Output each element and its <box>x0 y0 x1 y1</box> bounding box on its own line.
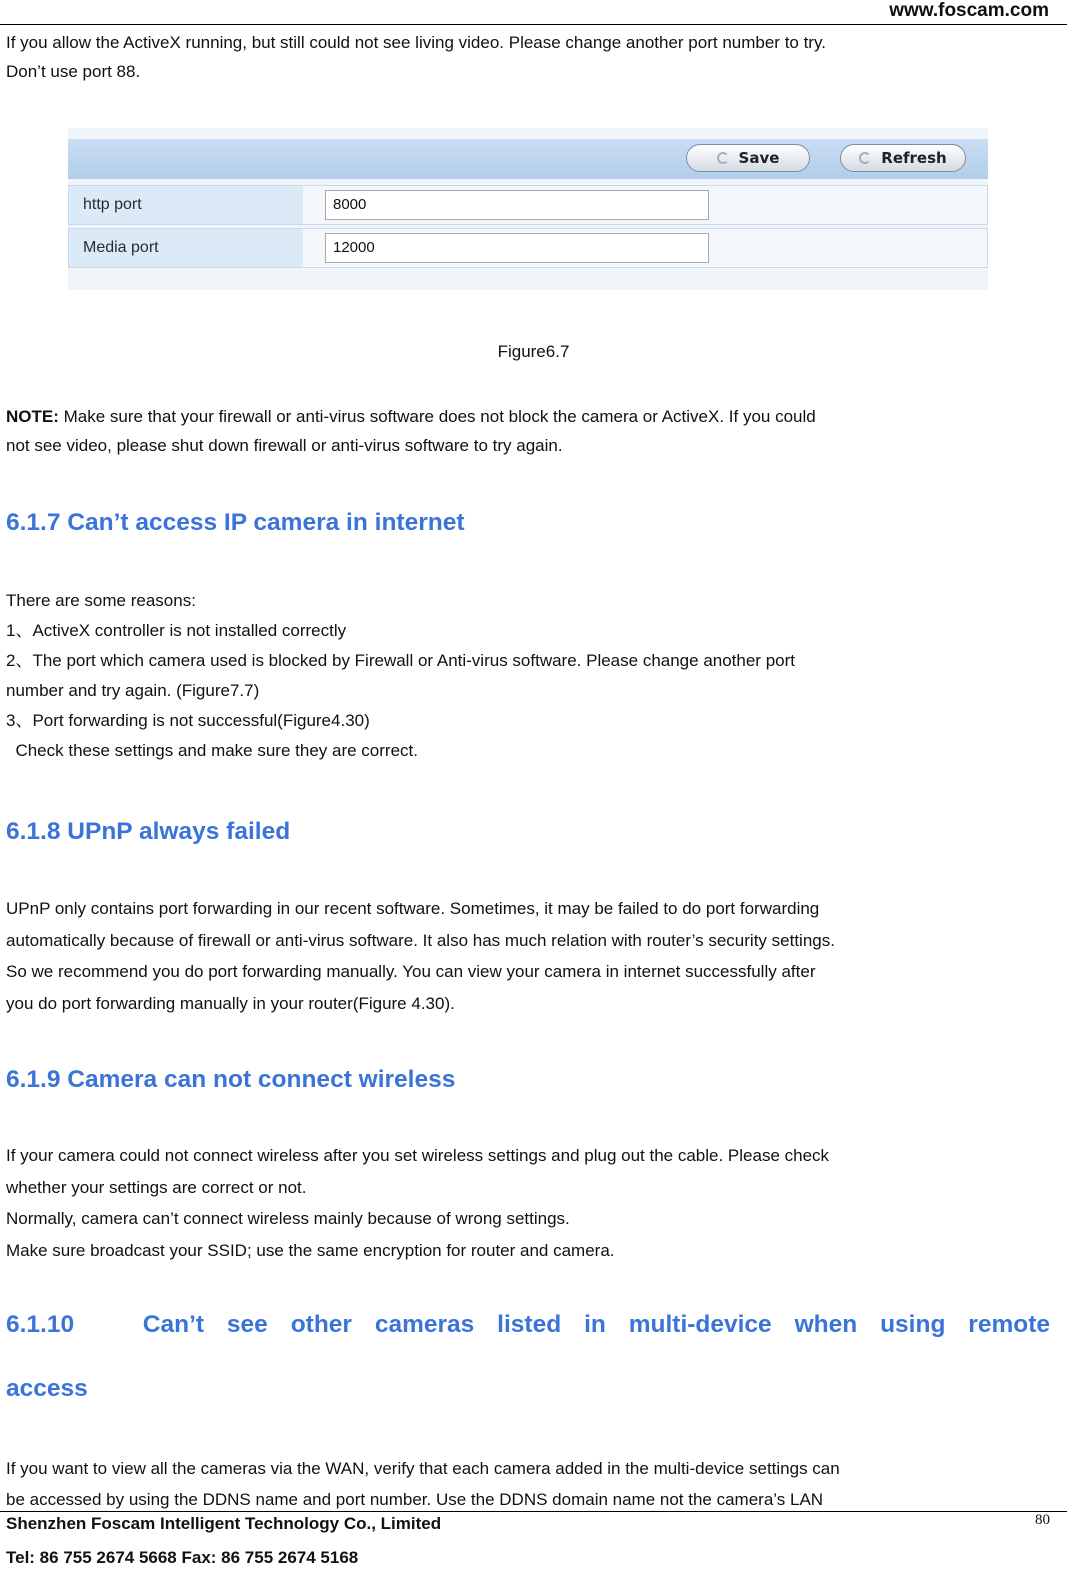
list-item: 2、The port which camera used is blocked by Firewall or Anti-virus software. Please change another port <box>6 651 795 670</box>
section-heading-6-1-10-continued: access <box>6 1375 88 1402</box>
list-item: 1、ActiveX controller is not installed correctly <box>6 621 347 640</box>
body-line: If your camera could not connect wireless after you set wireless settings and plug out the cable. Please check <box>6 1146 830 1165</box>
page-number: 80 <box>1035 1512 1050 1528</box>
body-line: Check these settings and make sure they are correct. <box>6 741 418 760</box>
footer-company: Shenzhen Foscam Intelligent Technology Co., Limited <box>6 1514 442 1533</box>
body-line: So we recommend you do port forwarding manually. You can view your camera in internet successfully after <box>6 962 816 981</box>
intro-line: Don’t use port 88. <box>6 62 141 81</box>
note-line <box>6 402 1050 431</box>
section-heading-6-1-10: 6.1.10 Can’t see other cameras listed in multi-device when using remote <box>6 1311 1050 1338</box>
media-port-label-cell <box>69 229 304 267</box>
media-port-value-cell <box>303 229 987 267</box>
section-6-1-10-body <box>6 1453 1050 1515</box>
note-paragraph <box>6 402 1050 460</box>
refresh-circle-icon <box>859 152 871 164</box>
section-heading-6-1-9: 6.1.9 Camera can not connect wireless <box>6 1066 456 1093</box>
http-port-row <box>68 185 988 225</box>
body-line: number and try again. (Figure7.7) <box>6 681 260 700</box>
figure-caption: Figure6.7 <box>497 342 570 361</box>
http-port-label-cell <box>69 186 304 224</box>
note-line: not see video, please shut down firewall or anti-virus software to try again. <box>6 436 563 455</box>
save-button-label: Save <box>738 149 780 167</box>
media-port-label: Media port <box>83 239 159 256</box>
body-line: If you want to view all the cameras via the WAN, verify that each camera added in the multi-device settings can <box>6 1459 840 1478</box>
footer-contact: Tel: 86 755 2674 5668 Fax: 86 755 2674 5168 <box>6 1548 359 1567</box>
refresh-button-label: Refresh <box>881 149 947 167</box>
refresh-button[interactable] <box>840 144 966 172</box>
body-line: automatically because of firewall or anti-virus software. It also has much relation with router’s security settings. <box>6 930 835 950</box>
list-item: 3、Port forwarding is not successful(Figure4.30) <box>6 711 370 730</box>
http-port-label: http port <box>83 196 142 213</box>
refresh-circle-icon <box>717 152 729 164</box>
section-heading-6-1-8: 6.1.8 UPnP always failed <box>6 818 291 845</box>
body-line: UPnP only contains port forwarding in our recent software. Sometimes, it may be failed to do port forwarding <box>6 899 820 918</box>
intro-line: If you allow the ActiveX running, but still could not see living video. Please change another port number to try. <box>6 33 826 52</box>
section-heading-6-1-7: 6.1.7 Can’t access IP camera in internet <box>6 509 465 536</box>
footer-divider <box>0 1511 1067 1512</box>
note-text: Make sure that your firewall or anti-virus software does not block the camera or ActiveX. If you could <box>58 407 816 426</box>
section-6-1-9-body <box>6 1140 1050 1266</box>
section-6-1-7-body <box>6 586 1050 766</box>
media-port-row <box>68 228 988 268</box>
http-port-input[interactable]: 8000 <box>325 190 709 220</box>
http-port-value-cell <box>303 186 987 224</box>
body-line: Normally, camera can’t connect wireless mainly because of wrong settings. <box>6 1209 570 1228</box>
body-line: There are some reasons: <box>6 591 196 610</box>
body-line: you do port forwarding manually in your router(Figure 4.30). <box>6 993 455 1013</box>
intro-paragraph <box>6 28 1050 86</box>
body-line: Make sure broadcast your SSID; use the same encryption for router and camera. <box>6 1240 615 1260</box>
header-divider <box>0 24 1067 25</box>
media-port-input[interactable]: 12000 <box>325 233 709 263</box>
body-line: whether your settings are correct or not. <box>6 1177 307 1197</box>
save-button[interactable] <box>686 144 810 172</box>
body-line: be accessed by using the DDNS name and port number. Use the DDNS domain name not the camera’s LAN <box>6 1490 824 1509</box>
header-url[interactable]: www.foscam.com <box>889 0 1049 21</box>
section-6-1-8-body <box>6 893 1050 1019</box>
port-settings-figure <box>68 128 988 290</box>
note-label: NOTE: <box>6 407 59 426</box>
